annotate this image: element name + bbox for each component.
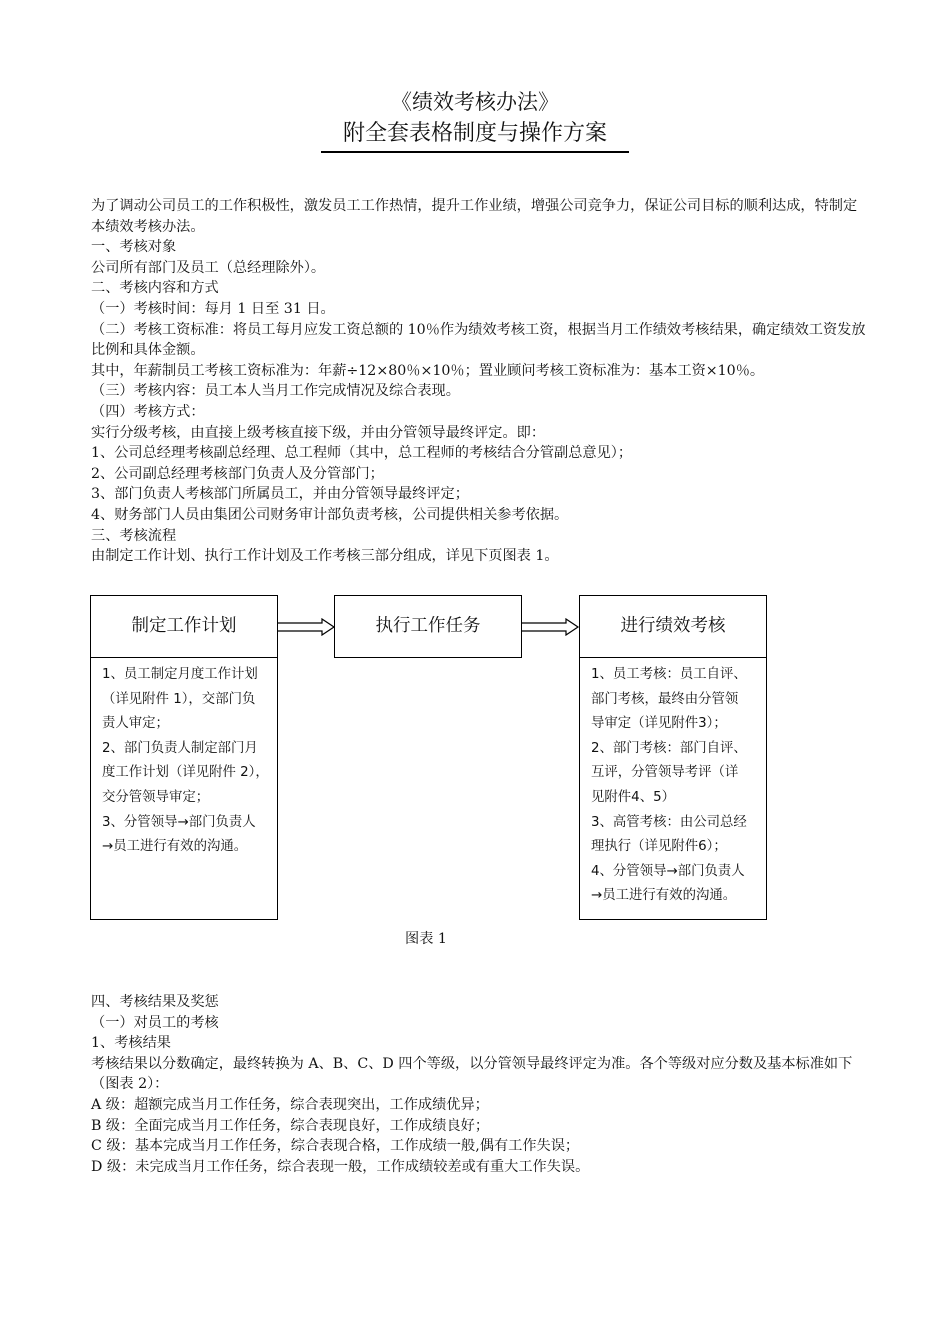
flow-box-plan-detail <box>90 657 278 920</box>
flow-assess-line: 1、员工考核：员工自评、 <box>591 667 747 682</box>
flow-assess-line: →员工进行有效的沟通。 <box>591 888 737 904</box>
flow-assess-line: 3、高管考核：由公司总经 <box>591 814 747 830</box>
flow-plan-line: 责人审定； <box>102 716 169 732</box>
flow-arrow-1-icon <box>278 618 336 636</box>
flow-plan-line: 1、员工制定月度工作计划 <box>102 667 258 682</box>
paragraph: 1、公司总经理考核副总经理、总工程师（其中，总工程师的考核结合分管副总意见）； <box>91 445 633 462</box>
paragraph: 1、考核结果 <box>91 1035 171 1052</box>
document-title: 《绩效考核办法》 <box>391 90 559 114</box>
document-subtitle: 附全套表格制度与操作方案 <box>321 116 629 153</box>
paragraph: 由制定工作计划、执行工作计划及工作考核三部分组成，详见下页图表 1。 <box>91 548 559 565</box>
paragraph: A 级：超额完成当月工作任务，综合表现突出，工作成绩优异； <box>91 1096 489 1113</box>
flow-box-plan-title <box>90 595 278 658</box>
paragraph: 3、部门负责人考核部门所属员工，并由分管领导最终评定； <box>91 486 469 503</box>
flow-plan-line: →员工进行有效的沟通。 <box>102 839 248 855</box>
paragraph: （一）考核时间：每月 1 日至 31 日。 <box>91 300 335 317</box>
paragraph: （二）考核工资标准：将员工每月应发工资总额的 10％作为绩效考核工资，根据当月工作绩效考核结果，确定绩效工资发放比例和具体金额。 <box>91 321 866 359</box>
paragraph: （三）考核内容：员工本人当月工作完成情况及综合表现。 <box>91 383 460 400</box>
section-intro <box>91 196 866 567</box>
flow-plan-line: 2、部门负责人制定部门月 <box>102 740 258 756</box>
flow-plan-line: 度工作计划（详见附件 2）， <box>102 765 269 781</box>
paragraph: C 级：基本完成当月工作任务，综合表现合格，工作成绩一般,偶有工作失误； <box>91 1138 580 1155</box>
paragraph: 四、考核结果及奖惩 <box>91 994 219 1010</box>
paragraph: B 级：全面完成当月工作任务，综合表现良好，工作成绩良好； <box>91 1117 490 1134</box>
paragraph: 考核结果以分数确定，最终转换为 A、B、C、D 四个等级，以分管领导最终评定为准。各个等级对应分数及基本标准如下（图表 2）： <box>91 1055 853 1093</box>
flow-assess-line: 互评，分管领导考评（详 <box>591 765 739 781</box>
flow-box-assess-label: 进行绩效考核 <box>620 616 726 636</box>
flow-box-execute <box>334 595 522 658</box>
paragraph: 三、考核流程 <box>91 527 177 544</box>
figure-caption: 图表 1 <box>405 931 447 947</box>
flow-box-assess-title <box>579 595 767 658</box>
paragraph: 实行分级考核，由直接上级考核直接下级，并由分管领导最终评定。即： <box>91 424 546 441</box>
flow-box-execute-label: 执行工作任务 <box>375 616 481 636</box>
flow-arrow-2-icon <box>522 618 580 636</box>
flow-assess-line: 导审定（详见附件3）； <box>591 716 727 732</box>
paragraph: 二、考核内容和方式 <box>91 280 219 297</box>
flow-plan-line: 3、分管领导→部门负责人 <box>102 814 256 830</box>
flow-box-plan-label: 制定工作计划 <box>131 616 237 636</box>
flow-assess-line: 见附件4、5） <box>591 789 675 805</box>
flow-plan-line: 交分管领导审定； <box>102 789 210 805</box>
paragraph: 其中，年薪制员工考核工资标准为：年薪÷12×80％×10％；置业顾问考核工资标准为：基本工资×10％。 <box>91 362 765 379</box>
flow-assess-line: 部门考核，最终由分管领 <box>591 691 739 707</box>
flow-box-assess-detail <box>579 657 767 920</box>
flow-assess-line: 理执行（详见附件6）； <box>591 839 727 855</box>
flow-assess-line: 4、分管领导→部门负责人 <box>591 863 745 879</box>
flow-plan-line: （详见附件 1），交部门负 <box>102 691 256 707</box>
paragraph: （一）对员工的考核 <box>91 1014 219 1031</box>
paragraph: 一、考核对象 <box>91 239 177 256</box>
paragraph: D 级：未完成当月工作任务，综合表现一般，工作成绩较差或有重大工作失误。 <box>91 1158 590 1175</box>
paragraph: 2、公司副总经理考核部门负责人及分管部门； <box>91 465 384 482</box>
paragraph: 为了调动公司员工的工作积极性，激发员工工作热情，提升工作业绩，增强公司竞争力，保证公司目标的顺利达成，特制定本绩效考核办法。 <box>91 198 858 235</box>
paragraph: 公司所有部门及员工（总经理除外）。 <box>91 259 326 276</box>
flow-assess-line: 2、部门考核：部门自评、 <box>591 740 747 756</box>
paragraph: （四）考核方式： <box>91 403 205 420</box>
section-results <box>91 992 866 1177</box>
paragraph: 4、财务部门人员由集团公司财务审计部负责考核，公司提供相关参考依据。 <box>91 506 569 523</box>
